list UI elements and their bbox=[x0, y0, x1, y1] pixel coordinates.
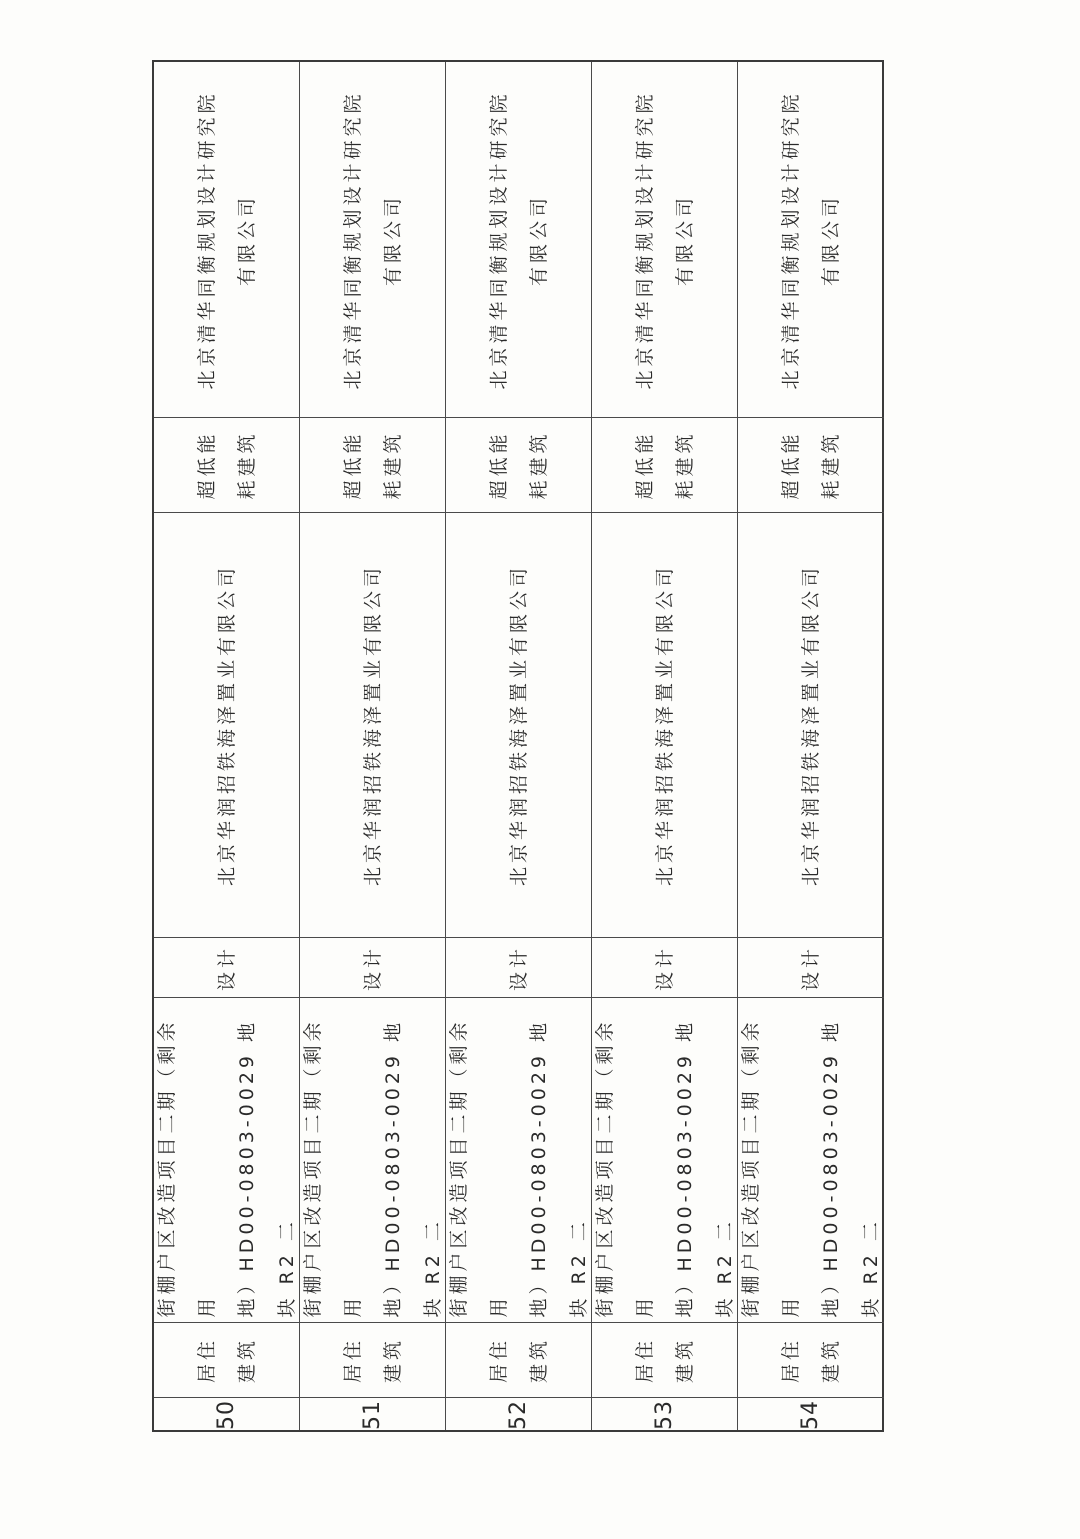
owner-text: 北京华润招铁海泽置业有限公司 bbox=[507, 564, 530, 887]
table-row bbox=[738, 62, 884, 1430]
table-row bbox=[154, 62, 300, 1430]
owner-cell bbox=[154, 512, 299, 937]
category-cell bbox=[738, 417, 884, 512]
type-text: 居住 建筑 bbox=[633, 1337, 696, 1384]
row-number: 52 bbox=[505, 1400, 531, 1430]
owner-cell bbox=[738, 512, 884, 937]
owner-cell bbox=[446, 512, 591, 937]
project-cell bbox=[592, 997, 737, 1322]
category-text: 超低能 耗建筑 bbox=[780, 430, 842, 500]
number-cell bbox=[446, 1397, 591, 1432]
number-cell bbox=[592, 1397, 737, 1432]
category-text: 超低能 耗建筑 bbox=[487, 430, 550, 500]
stage-text: 设计 bbox=[800, 944, 822, 991]
owner-text: 北京华润招铁海泽置业有限公司 bbox=[653, 564, 676, 887]
table-row bbox=[300, 62, 446, 1430]
designer-text: 北京清华同衡规划设计研究院 有限公司 bbox=[633, 90, 696, 390]
designer-cell bbox=[592, 62, 737, 417]
category-cell bbox=[446, 417, 591, 512]
number-cell bbox=[154, 1397, 299, 1432]
designer-cell bbox=[300, 62, 445, 417]
owner-cell bbox=[592, 512, 737, 937]
stage-text: 设计 bbox=[653, 944, 676, 991]
category-cell bbox=[154, 417, 299, 512]
owner-text: 北京华润招铁海泽置业有限公司 bbox=[215, 564, 238, 887]
row-number: 53 bbox=[651, 1400, 677, 1430]
category-cell bbox=[300, 417, 445, 512]
type-text: 居住 建筑 bbox=[780, 1337, 842, 1384]
project-table bbox=[152, 60, 884, 1432]
designer-text: 北京清华同衡规划设计研究院 有限公司 bbox=[341, 90, 404, 390]
project-cell bbox=[738, 997, 884, 1322]
stage-cell bbox=[592, 937, 737, 997]
project-cell bbox=[446, 997, 591, 1322]
category-cell bbox=[592, 417, 737, 512]
row-number: 54 bbox=[798, 1400, 823, 1430]
type-text: 居住 建筑 bbox=[341, 1337, 404, 1384]
type-cell bbox=[154, 1322, 299, 1397]
category-text: 超低能 耗建筑 bbox=[633, 430, 696, 500]
project-text: 街棚户区改造项目二期（剩余用 地）HD00-0803-0029 地块 R2 二 bbox=[740, 1018, 882, 1318]
designer-text: 北京清华同衡规划设计研究院 有限公司 bbox=[195, 90, 258, 390]
type-cell bbox=[446, 1322, 591, 1397]
category-text: 超低能 耗建筑 bbox=[195, 430, 258, 500]
designer-text: 北京清华同衡规划设计研究院 有限公司 bbox=[780, 90, 842, 390]
type-cell bbox=[592, 1322, 737, 1397]
number-cell bbox=[300, 1397, 445, 1432]
designer-text: 北京清华同衡规划设计研究院 有限公司 bbox=[487, 90, 550, 390]
owner-text: 北京华润招铁海泽置业有限公司 bbox=[361, 564, 384, 887]
designer-cell bbox=[154, 62, 299, 417]
type-cell bbox=[300, 1322, 445, 1397]
type-cell bbox=[738, 1322, 884, 1397]
stage-text: 设计 bbox=[507, 944, 530, 991]
designer-cell bbox=[738, 62, 884, 417]
owner-cell bbox=[300, 512, 445, 937]
project-text: 街棚户区改造项目二期（剩余用 地）HD00-0803-0029 地块 R2 二 bbox=[155, 1018, 298, 1318]
project-text: 街棚户区改造项目二期（剩余用 地）HD00-0803-0029 地块 R2 二 bbox=[301, 1018, 444, 1318]
stage-text: 设计 bbox=[215, 944, 238, 991]
project-cell bbox=[154, 997, 299, 1322]
stage-cell bbox=[738, 937, 884, 997]
table-row bbox=[446, 62, 592, 1430]
stage-text: 设计 bbox=[361, 944, 384, 991]
category-text: 超低能 耗建筑 bbox=[341, 430, 404, 500]
project-cell bbox=[300, 997, 445, 1322]
table-row bbox=[592, 62, 738, 1430]
stage-cell bbox=[446, 937, 591, 997]
project-text: 街棚户区改造项目二期（剩余用 地）HD00-0803-0029 地块 R2 二 bbox=[447, 1018, 590, 1318]
owner-text: 北京华润招铁海泽置业有限公司 bbox=[800, 564, 822, 887]
number-cell bbox=[738, 1397, 884, 1432]
project-text: 街棚户区改造项目二期（剩余用 地）HD00-0803-0029 地块 R2 二 bbox=[593, 1018, 736, 1318]
type-text: 居住 建筑 bbox=[195, 1337, 258, 1384]
stage-cell bbox=[154, 937, 299, 997]
row-number: 51 bbox=[359, 1400, 385, 1430]
designer-cell bbox=[446, 62, 591, 417]
row-number: 50 bbox=[213, 1400, 239, 1430]
type-text: 居住 建筑 bbox=[487, 1337, 550, 1384]
stage-cell bbox=[300, 937, 445, 997]
